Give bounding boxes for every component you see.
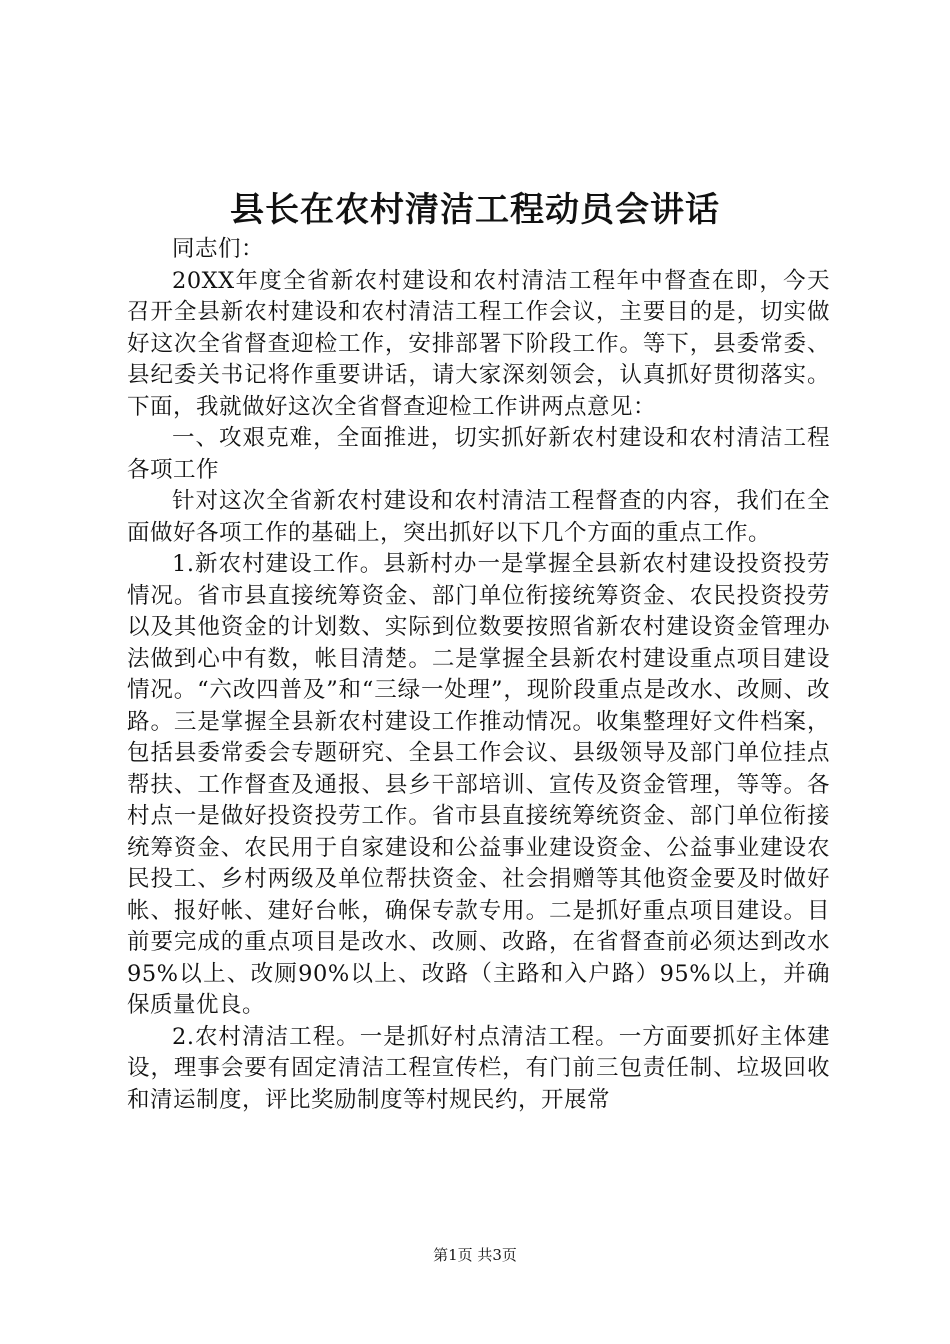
item-1-paragraph: 1.新农村建设工作。县新村办一是掌握全县新农村建设投资投劳情况。省市县直接统筹资金、部门单位衔接统筹资金、农民投资投劳以及其他资金的计划数、实际到位数要按照省新农村建设资金管理办法做到心中有数，帐目清楚。二是掌握全县新农村建设重点项目建设情况。“六改四普及”和“三绿一处理”，现阶段重点是改水、改厕、改路。三是掌握全县新农村建设工作推动情况。收集整理好文件档案，包括县委常委会专题研究、全县工作会议、县级领导及部门单位挂点帮扶、工作督查及通报、县乡干部培训、宣传及资金管理，等等。各村点一是做好投资投劳工作。省市县直接统筹统资金、部门单位衔接统筹资金、农民用于自家建设和公益事业建设资金、公益事业建设农民投工、乡村两级及单位帮扶资金、社会捐赠等其他资金要及时做好帐、报好帐、建好台帐，确保专款专用。二是抓好重点项目建设。目前要完成的重点项目是改水、改厕、改路，在省督查前必须达到改水95%以上、改厕90%以上、改路（主路和入户路）95%以上，并确保质量优良。: [127, 551, 830, 1018]
intro-paragraph: 20XX年度全省新农村建设和农村清洁工程年中督查在即，今天召开全县新农村建设和农村清洁工程工作会议，主要目的是，切实做好这次全省督查迎检工作，安排部署下阶段工作。等下，县委常委、县纪委关书记将作重要讲话，请大家深刻领会，认真抓好贯彻落实。下面，我就做好这次全省督查迎检工作讲两点意见：: [127, 267, 830, 420]
page-footer: 第1页 共3页: [433, 1246, 517, 1264]
document-title: 县长在农村清洁工程动员会讲话: [230, 190, 720, 230]
document-body: [127, 234, 830, 1116]
section-intro-paragraph: 针对这次全省新农村建设和农村清洁工程督查的内容，我们在全面做好各项工作的基础上，突出抓好以下几个方面的重点工作。: [127, 488, 830, 546]
salutation-paragraph: 同志们：: [172, 236, 265, 262]
item-2-paragraph: 2.农村清洁工程。一是抓好村点清洁工程。一方面要抓好主体建设，理事会要有固定清洁工程宣传栏，有门前三包责任制、垃圾回收和清运制度，评比奖励制度等村规民约，开展常: [127, 1023, 830, 1113]
section-heading-1: 一、攻艰克难，全面推进，切实抓好新农村建设和农村清洁工程各项工作: [127, 425, 830, 483]
